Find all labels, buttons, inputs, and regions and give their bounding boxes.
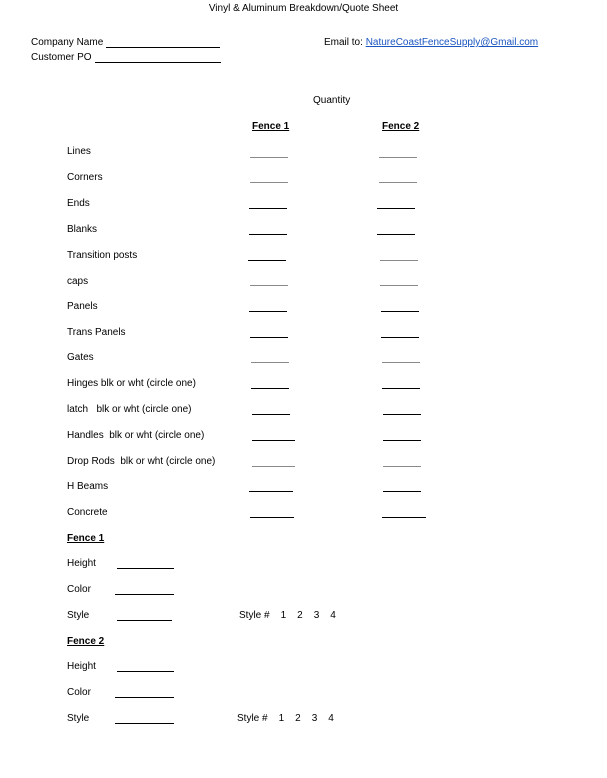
fence2-qty-blank[interactable] bbox=[383, 440, 421, 441]
fence1-style-blank[interactable] bbox=[117, 620, 172, 621]
fence1-height-blank[interactable] bbox=[117, 568, 174, 569]
customer-po-label: Customer PO bbox=[31, 52, 92, 63]
fence2-qty-blank[interactable] bbox=[381, 337, 419, 338]
fence2-qty-blank[interactable] bbox=[382, 517, 426, 518]
fence2-qty-blank[interactable] bbox=[383, 466, 421, 467]
item-label: Lines bbox=[67, 146, 91, 157]
style-number-label: Style # bbox=[237, 713, 268, 724]
fence2-qty-blank[interactable] bbox=[377, 234, 415, 235]
email-line bbox=[324, 37, 538, 48]
company-name-line[interactable] bbox=[106, 38, 220, 48]
fence1-qty-blank[interactable] bbox=[250, 157, 288, 158]
fence1-qty-blank[interactable] bbox=[249, 234, 287, 235]
item-label: latch blk or wht (circle one) bbox=[67, 404, 192, 415]
fence2-qty-blank[interactable] bbox=[380, 260, 418, 261]
fence2-style-blank[interactable] bbox=[115, 723, 174, 724]
fence1-height-label: Height bbox=[67, 558, 96, 569]
item-label: Blanks bbox=[67, 224, 98, 235]
fence2-qty-blank[interactable] bbox=[380, 285, 418, 286]
quantity-heading: Quantity bbox=[313, 95, 351, 106]
fence1-qty-blank[interactable] bbox=[252, 440, 295, 441]
style-number-label: Style # bbox=[239, 610, 270, 621]
item-label: Ends bbox=[67, 198, 90, 209]
item-label: Panels bbox=[67, 301, 98, 312]
style-option[interactable]: 1 bbox=[280, 610, 287, 621]
fence2-color-blank[interactable] bbox=[115, 697, 174, 698]
fence2-qty-blank[interactable] bbox=[377, 208, 415, 209]
fence1-color-blank[interactable] bbox=[115, 594, 174, 595]
item-label: Concrete bbox=[67, 507, 108, 518]
fence2-color-label: Color bbox=[67, 687, 91, 698]
company-name-field[interactable] bbox=[31, 37, 220, 48]
fence1-qty-blank[interactable] bbox=[250, 182, 288, 183]
fence1-style-label: Style bbox=[67, 610, 90, 621]
style-option[interactable]: 3 bbox=[311, 713, 318, 724]
item-label: Gates bbox=[67, 352, 94, 363]
email-label: Email to: bbox=[324, 37, 363, 48]
item-label: H Beams bbox=[67, 481, 109, 492]
item-label: Trans Panels bbox=[67, 327, 126, 338]
fence1-qty-blank[interactable] bbox=[249, 311, 287, 312]
fence1-style-number bbox=[239, 610, 336, 621]
customer-po-line[interactable] bbox=[95, 53, 221, 63]
fence1-qty-blank[interactable] bbox=[251, 388, 289, 389]
fence2-height-blank[interactable] bbox=[117, 671, 174, 672]
fence2-qty-blank[interactable] bbox=[382, 362, 420, 363]
fence2-qty-blank[interactable] bbox=[382, 388, 420, 389]
style-option[interactable]: 2 bbox=[297, 610, 303, 621]
fence2-style-label: Style bbox=[67, 713, 90, 724]
fence1-qty-blank[interactable] bbox=[250, 337, 288, 338]
style-option[interactable]: 3 bbox=[313, 610, 320, 621]
fence1-qty-blank[interactable] bbox=[252, 466, 295, 467]
email-link[interactable]: NatureCoastFenceSupply@Gmail.com bbox=[365, 37, 539, 48]
fence2-qty-blank[interactable] bbox=[379, 157, 417, 158]
page-title: Vinyl & Aluminum Breakdown/Quote Sheet bbox=[208, 3, 399, 14]
fence1-qty-blank[interactable] bbox=[250, 517, 294, 518]
item-label: Hinges blk or wht (circle one) bbox=[67, 378, 196, 389]
fence1-qty-blank[interactable] bbox=[249, 208, 287, 209]
style-option[interactable]: 4 bbox=[330, 610, 336, 621]
fence2-height-label: Height bbox=[67, 661, 96, 672]
fence1-qty-blank[interactable] bbox=[250, 285, 288, 286]
fence1-section-heading: Fence 1 bbox=[67, 533, 105, 544]
item-label: caps bbox=[67, 276, 89, 287]
item-label: Drop Rods blk or wht (circle one) bbox=[67, 456, 216, 467]
style-option[interactable]: 4 bbox=[328, 713, 334, 724]
fence2-style-number bbox=[237, 713, 334, 724]
fence1-qty-blank[interactable] bbox=[252, 414, 290, 415]
fence1-qty-blank[interactable] bbox=[248, 260, 286, 261]
customer-po-field[interactable] bbox=[31, 52, 221, 63]
fence2-qty-blank[interactable] bbox=[381, 311, 419, 312]
fence1-color-label: Color bbox=[67, 584, 91, 595]
fence2-qty-blank[interactable] bbox=[383, 414, 421, 415]
fence2-section-heading: Fence 2 bbox=[67, 636, 105, 647]
fence1-qty-blank[interactable] bbox=[249, 491, 293, 492]
item-label: Transition posts bbox=[67, 250, 138, 261]
fence2-column-heading: Fence 2 bbox=[382, 121, 420, 132]
fence1-qty-blank[interactable] bbox=[251, 362, 289, 363]
company-name-label: Company Name bbox=[31, 37, 104, 48]
fence1-column-heading: Fence 1 bbox=[252, 121, 290, 132]
item-label: Corners bbox=[67, 172, 103, 183]
item-label: Handles blk or wht (circle one) bbox=[67, 430, 205, 441]
style-option[interactable]: 2 bbox=[295, 713, 301, 724]
fence2-qty-blank[interactable] bbox=[379, 182, 417, 183]
fence2-qty-blank[interactable] bbox=[383, 491, 421, 492]
style-option[interactable]: 1 bbox=[278, 713, 285, 724]
